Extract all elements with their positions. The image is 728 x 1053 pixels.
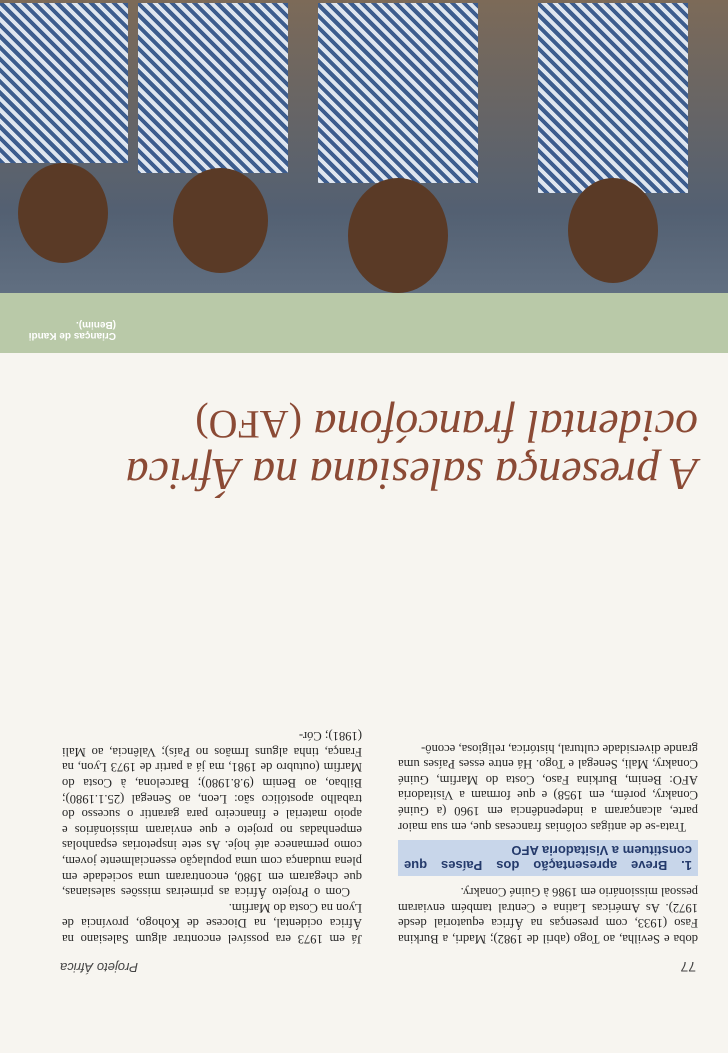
photo-figure: [538, 3, 688, 193]
photo-face: [173, 168, 268, 273]
article-title: [58, 400, 698, 498]
text-column-left: [62, 728, 362, 946]
photo-children: [0, 0, 728, 353]
photo-face: [18, 163, 108, 263]
paragraph: Já em 1973 era possível encontrar algum Salesiano na África ocidental, na Diocese de Kohogo, província de Lyon na Costa do Marfim.: [62, 900, 362, 946]
paragraph: doba e Sevilha, ao Togo (abril de 1982); Madri, a Burkina Faso (1933, com presenças na África equatorial desde 1972). As Américas Latina e Central também enviaram pessoal missionário em 1986 à Guiné Conakry.: [398, 885, 698, 946]
photo-figure: [138, 3, 288, 173]
photo-figure: [318, 3, 478, 183]
photo-figure: [0, 3, 128, 163]
paragraph: Trata-se de antigas colônias francesas que, em sua maior parte, alcançaram a independência em 1960 (a Guiné Conakry, porém, em 1958) e que formam a Visitadoria AFO: Benim, Burkina Faso, Costa do Marfim, Guiné Conakry, Mali, Senegal e Togo. Há entre esses Países uma grande diversidade cultural, histórica, religiosa, econô-: [398, 741, 698, 834]
text-column-right: [398, 740, 698, 946]
photo-face: [568, 178, 658, 283]
running-head: Projeto África: [60, 960, 139, 975]
page-number: 77: [680, 959, 696, 975]
paragraph: Com o Projeto África as primeiras missões salesianas, que chegaram em 1980, encontraram uma sociedade em plena mudança com uma população essencialmente jovem, como permanece até hoje. As sete inspetorias espanholas empenhadas no projeto e que enviaram missionários e apoio material e financeiro para garantir o sucesso do trabalho apostólico são: Leon, ao Senegal (25.1.1980); Bilbao, ao Benim (9.8.1980); Barcelona, à Costa do Marfim (outubro de 1981, ma já a partir de 1973 Lyon, na França, tinha alguns Irmãos no País); Valência, ao Mali (1981); Cór-: [62, 729, 362, 900]
photo-face: [348, 178, 448, 293]
title-main: A presença salesiana na África ocidental francófona: [125, 401, 698, 500]
title-suffix: (AFO): [195, 402, 302, 447]
section-heading: 1. Breve apresentação dos Países que constituem a Visitadoria AFO: [398, 840, 698, 876]
photo-caption: Crianças de Kandi (Benim).: [28, 319, 116, 341]
